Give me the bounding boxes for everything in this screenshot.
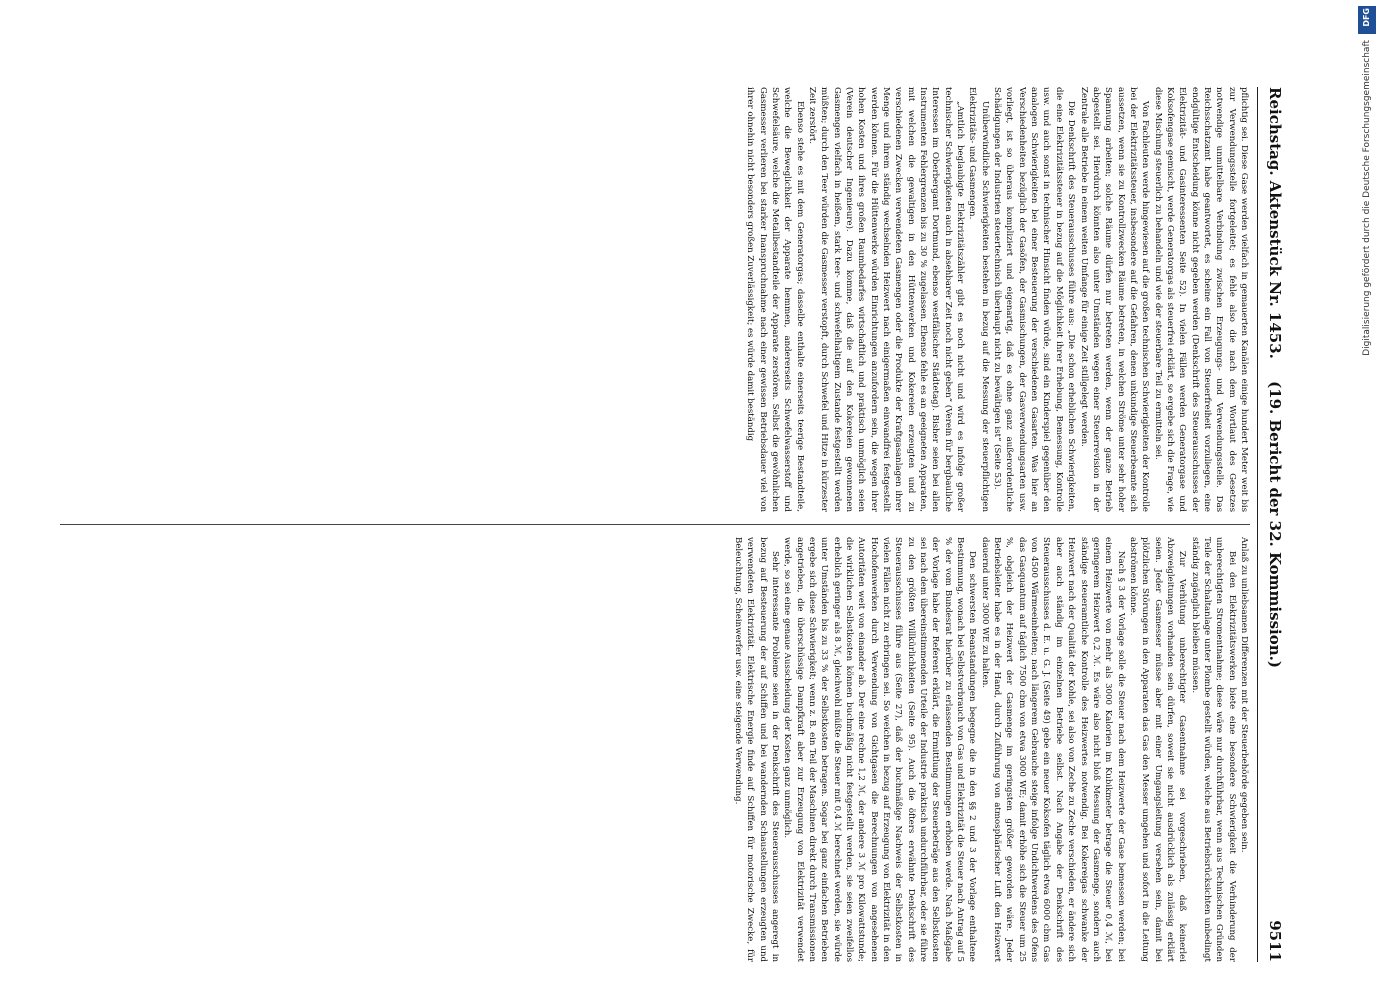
dfg-logo-icon <box>1358 6 1376 34</box>
paragraph: Unüberwindliche Schwierigkeiten bestehen in bezug auf die Messung der steuerpflichtigen Elektrizitäts- und Gasmengen. <box>967 87 990 512</box>
paragraph: Ebenso stehe es mit dem Generatorgas; dasselbe enthalte einerseits teerige Bestandteile, welche die Beweglichkeit der Apparate hemmen, andererseits Schwefelwasserstoff und Schwefelsäure, welche die Metallbestandteile der Apparate zerstören. Selbst die gewöhnlichen Gasmesser verlieren bei starker Inanspruchnahme nach einer gewissen Betriebsdauer viel von ihrer ohnehin nicht besonders großen Zuverlässigkeit; es würde damit beständig <box>745 87 805 512</box>
paragraph: Sehr interessante Probleme seien in der Denkschrift des Steuerausschusses angeregt in bezug auf Besteuerung der auf Schiffen und bei wandernden Schaustellungen erzeugten und verwendeten Elektrizität. Elektrische Energie finde auf Schiffen für motorische Zwecke, für Beleuchtung, Scheinwerfer usw. eine steigende Verwendung. <box>732 537 780 962</box>
rotated-document-page <box>50 87 1290 962</box>
paragraph: „Amtlich beglaubigte Elektrizitätszähler gibt es noch nicht und wird es infolge großer technischer Schwierigkeiten auch in absehbarer Zeit noch nicht geben“ (Verein für bergbauliche Interessen im Oberbergamt Dortmund, ebenso westfälischer Städtetag). Bisher seien bei allen Instrumenten Fehlergrenzen bis zu 30 % zugelassen. Ebenso fehle es an geeigneten Apparaten, mit welchen die gewaltigen in den Hüttenwerken und Kokereien erzeugten und zu verschiedenen Zwecken verwendeten Gasmengen oder die Produkte der Kraftgasanlagen ihrer Menge und ihrem ständig wechselnden Heizwert nach einigermaßen einwandfrei festgestellt werden können. Für die Hüttenwerke würden Einrichtungen anzufordern sein, die wegen ihrer hohen Kosten und ihres großen Raumbedarfes wirtschaftlich und praktisch unmöglich seien (Verein deutscher Ingenieure). Dazu komme, daß die auf den Kokereien gewonnenen Gasmengen vielfach in heißem, stark teer- und schwefelhaltigem Zustande festgestellt werden müßten; durch den Teer würden die Gasmesser verstopft, durch Schwefel und Hitze in kürzester Zeit zerstört. <box>806 87 966 512</box>
paragraph: Den schwersten Beanstandungen begegne die in den §§ 2 und 3 der Vorlage enthaltene Bestimmung, wonach bei Selbstverbrauch von Gas und Elektrizität die Steuer nach Antrag auf 5 % der vom Bundesrat hierüber zu erlassenden Bestimmungen erhoben werde. Nach Maßgabe der Vorlage habe der Referent erklärt, die Ermittlung der Steuerbeträge aus den Selbstkosten sei nach dem übereinstimmenden Urteile der Industrie praktisch undurchführbar, oder sie führe zu den größten Willkürlichkeiten (Seite 95). Auch die öfters erwähnte Denkschrift des Steuerausschusses führe aus (Seite 27), daß der buchmäßige Nachweis der Selbstkosten in vielen Fällen nicht zu erbringen sei. So weichen in bezug auf Erzeugung von Elektrizität in den Hochofenwerken durch Verwendung von Gichtgasen die Berechnungen von angesehenen Autoritäten weit von einander ab. Der eine rechne 1,2 ℳ, der andere 3 ℳ pro Kilowattstunde; die wirklichen Selbstkosten können buchmäßig nicht festgestellt werden, sie seien zweifellos erheblich geringer als 8 ℳ, gleichwohl müßte die Steuer mit 0,4 ℳ berechnet werden, sie würde unter Umständen bis zu 33 % der Selbstkosten betragen. Sogar bei ganz einfachen Betrieben ergebe sich diese Schwierigkeit; wenn z. B. ein Teil der Maschinen direkt durch Transmissionen angetrieben, die überschüssige Dampfkraft aber zur Erzeugung von Elektrizität verwendet werde, so sei eine genaue Ausscheidung der Kosten ganz unmöglich. <box>782 537 978 962</box>
running-header <box>1256 87 1290 962</box>
header-title: Reichstag. Aktenstück Nr. 1453. <box>1266 87 1284 359</box>
header-report-label: (19. Bericht der 32. Kommission.) <box>1266 381 1284 668</box>
paragraph: pflichtig sei. Diese Gase werden vielfach in gemauerten Kanälen einige hundert Meter weit bis zur Verwendungsstelle fortgeleitet; es fehle also die nach dem Wortlaut des Gesetzes notwendige unmittelbare Verbindung zwischen Erzeugungs- und Verwendungsstelle. Das Reichsschatzamt habe geantwortet, es scheine ein Fall von Steuerfreiheit vorzuliegen, eine endgültige Entscheidung könne nicht gegeben werden (Denkschrift des Steuerausschusses der Elektrizität- und Gasinteressenten Seite 52). In vielen Fällen werden Generatorgase und Koksofengase gemischt, werde Generatorgas als steuerfrei erklärt, so ergebe sich die Frage, wie diese Mischung steuerlich zu behandeln und wie der steuerbare Teil zu ermitteln sei. <box>1152 87 1249 512</box>
digitization-credit: Digitalisierung gefördert durch die Deutsche Forschungsgemeinschaft <box>1362 40 1372 356</box>
header-rule <box>1257 87 1258 962</box>
dfg-logo-text: DFG <box>1362 8 1371 27</box>
text-column-second <box>55 537 1250 962</box>
paragraph: Anlaß zu unliebsamen Differenzen mit der Steuerbehörde gegeben sein. <box>1239 537 1249 853</box>
paragraph: Zur Verhütung unberechtigter Gasentnahme sei vorgeschrieben, daß keinerlei Abzweigleitungen vorhanden sein dürfen, soweit sie nicht ausdrücklich als zulässig erklärt seien. Jeder Gasmesser müsse aber mit einer Umgangsleitung versehen sein, damit bei plötzlichen Störungen in den Apparaten das Gas den Messer umgehen und sofort in die Leitung abströmen könne. <box>1127 537 1188 962</box>
page-number: 9511 <box>1266 920 1284 962</box>
paragraph: Nach § 3 der Vorlage solle die Steuer nach dem Heizwerte der Gase bemessen werden; bei einem Heizwerte von mehr als 3000 Kalorien im Kubikmeter betrage die Steuer 0,4 ℳ, bei geringerem Heizwert 0,2 ℳ. Es wäre also nicht bloß Messung der Gasmenge, sondern auch ständige steueramtliche Kontrolle des Heizwertes notwendig. Bei Kokereigas schwanke der Heizwert nach der Qualität der Kohle, sei also von Zeche zu Zeche verschieden, er ändere sich aber auch ständig im einzelnen Betriebe selbst. Nach Angabe der Denkschrift des Steuerausschusses d. E. u. G. J. (Seite 49) gebe ein neuer Koksofen täglich etwa 6000 cbm Gas von 4500 Wärmeeinheiten; nach längerem Gebrauche steige infolge Undichtwerdens des Ofens das Gasquantum auf täglich 7500 cbm von etwa 3000 WE; damit erhöhe sich die Steuer um 25 %, obgleich der Heizwert der Gasmenge im geringsten größer geworden wäre. Jeder Betriebsleiter habe es in der Hand, durch Zuführung von atmosphärischer Luft den Heizwert dauernd unter 3000 WE zu halten. <box>979 537 1126 962</box>
paragraph: Die Denkschrift des Steuerausschusses führe aus: „Die schon erheblichen Schwierigkeiten, die eine Elektrizitätssteuer in bezug auf die Möglichkeit ihrer Erhebung, Bemessung, Kontrolle usw. und auch sonst in technischer Hinsicht finden würde, sind ein Kinderspiel gegenüber den analogen Schwierigkeiten bei einer Besteuerung der verschiedenen Gasarten. Was hier an Verschiedenheiten bezüglich der Gasöfen, der Gasmischungen, der Gasverwendungsarten usw. vorliegt, ist so überaus kompliziert und eigenartig, daß es ohne ganz außerordentliche Schädigungen der Industrien steuertechnisch überhaupt nicht zu bewältigen ist“ (Seite 53). <box>992 87 1077 512</box>
paragraph: Von Fachleuten werde hingewiesen auf die großen technischen Schwierigkeiten der Kontrolle bei der Elektrizitätssteuer, insbesondere auf die Gefahren, denen unkundige Steuerbeamte sich aussetzen, wenn sie zu Kontrollzwecken Räume betreten, in welchen Ströme unter sehr hoher Spannung arbeiten; solche Räume dürfen nur betreten werden, wenn der ganze Betrieb abgestellt sei. Hierdurch könnten also unter Umständen wegen einer Steuerrevision in der Zentrale alle Betriebe in einem weiten Umfange für einige Zeit stillgelegt werden. <box>1078 87 1151 512</box>
paragraph: Bei den Elektrizitätswerken biete eine besondere Schwierigkeit die Verhinderung der unberechtigten Stromentnahme; diese wäre nur durchführbar, wenn aus Technischen Gründen Teile der Schaltanlage unter Plombe gestellt würden, welche aus Betriebsrücksichten unbedingt ständig zugänglich bleiben müssen. <box>1189 537 1237 962</box>
column-divider <box>60 524 1250 525</box>
text-column-first <box>55 87 1250 512</box>
